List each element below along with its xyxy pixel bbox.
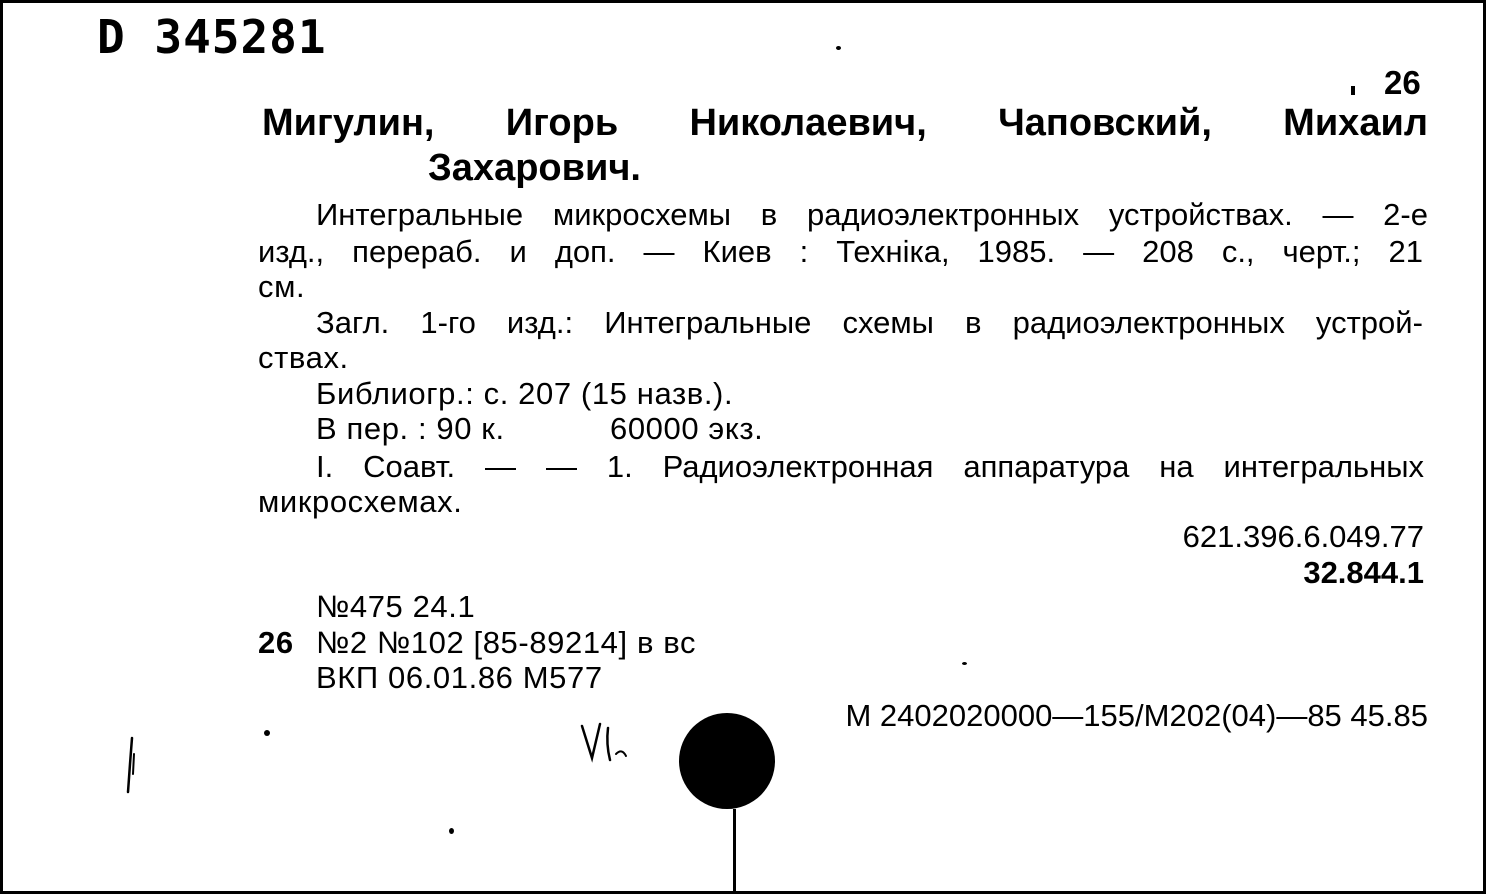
tracing-word: I. <box>316 449 334 484</box>
speck <box>449 828 454 834</box>
card-border-top <box>0 0 1486 3</box>
note-word: устрой- <box>1315 305 1423 340</box>
title-word: : <box>799 234 809 269</box>
tech-line-2-number: 26 <box>258 625 294 660</box>
title-line-3: см. <box>258 269 306 304</box>
tracing-word: — <box>545 449 577 484</box>
tech-line-3: ВКП 06.01.86 М577 <box>316 660 603 695</box>
price-binding: В пер. : 90 к. <box>316 411 505 446</box>
title-word: — <box>1322 197 1354 232</box>
margin-mark <box>120 734 142 796</box>
authors-heading-continued: Захарович. <box>428 147 641 189</box>
tracing-word: на <box>1159 449 1194 484</box>
tracing-word: Радиоэлектронная <box>662 449 934 484</box>
tracing-word: — <box>485 449 517 484</box>
title-word: в <box>760 197 778 232</box>
title-word: 208 <box>1142 234 1194 269</box>
title-word: с., <box>1221 234 1255 269</box>
title-word: перераб. <box>352 234 482 269</box>
udc-index: 621.396.6.049.77 <box>1182 519 1424 554</box>
title-word: Интегральные <box>316 197 524 232</box>
inventory-stamp: D 345281 <box>97 10 327 64</box>
speck <box>962 662 967 665</box>
title-word: — <box>1083 234 1115 269</box>
bbk-index: 32.844.1 <box>1303 555 1424 590</box>
note-word: радиоэлектронных <box>1012 305 1285 340</box>
note-word: схемы <box>842 305 934 340</box>
title-word: 1985. <box>977 234 1056 269</box>
note-word: в <box>965 305 982 340</box>
title-word: и <box>509 234 527 269</box>
note-line-1 <box>316 307 1423 338</box>
print-run: 60000 экз. <box>610 411 764 446</box>
note-word: изд.: <box>506 305 574 340</box>
title-line-2 <box>258 236 1423 267</box>
authors-heading <box>262 104 1428 142</box>
title-word: Техніка, <box>836 234 950 269</box>
tracing-word: Соавт. <box>363 449 456 484</box>
author-word: Чаповский, <box>998 102 1212 144</box>
rod-slit <box>733 809 736 891</box>
author-word: Мигулин, <box>262 102 435 144</box>
author-word: Михаил <box>1283 102 1428 144</box>
note-word: Интегральные <box>604 305 812 340</box>
bibliography-note: Библиогр.: с. 207 (15 назв.). <box>316 376 734 411</box>
tracing-word: 1. <box>606 449 633 484</box>
author-word: Игорь <box>505 102 619 144</box>
publisher-code: М 2402020000—155/М202(04)—85 45.85 <box>845 698 1428 733</box>
handwritten-mark <box>576 718 646 768</box>
title-word: черт.; <box>1282 234 1361 269</box>
tracing-line-2: микросхемах. <box>258 484 463 519</box>
note-line-2: ствах. <box>258 340 349 375</box>
tracing-word: интегральных <box>1223 449 1424 484</box>
title-word: устройствах. <box>1108 197 1293 232</box>
title-word: Киев <box>702 234 772 269</box>
title-word: 2-е <box>1383 197 1428 232</box>
note-word: Загл. <box>316 305 390 340</box>
card-border-left <box>0 0 3 894</box>
card-number: 26 <box>1384 64 1421 101</box>
title-word: микросхемы <box>552 197 732 232</box>
title-word: — <box>643 234 675 269</box>
title-word: доп. <box>554 234 616 269</box>
tracing-word: аппаратура <box>963 449 1130 484</box>
title-word: радиоэлектронных <box>806 197 1080 232</box>
title-word: 21 <box>1388 234 1423 269</box>
speck <box>836 46 841 50</box>
punch-hole <box>679 713 775 809</box>
speck <box>264 730 270 736</box>
tech-line-1: №475 24.1 <box>316 589 476 624</box>
title-line-1 <box>316 199 1428 230</box>
tick-mark <box>1351 86 1355 95</box>
title-word: изд., <box>258 234 325 269</box>
tracing-line-1 <box>316 451 1424 482</box>
author-word: Николаевич, <box>689 102 927 144</box>
note-word: 1-го <box>420 305 476 340</box>
tech-line-2: №2 №102 [85-89214] в вс <box>316 625 697 660</box>
